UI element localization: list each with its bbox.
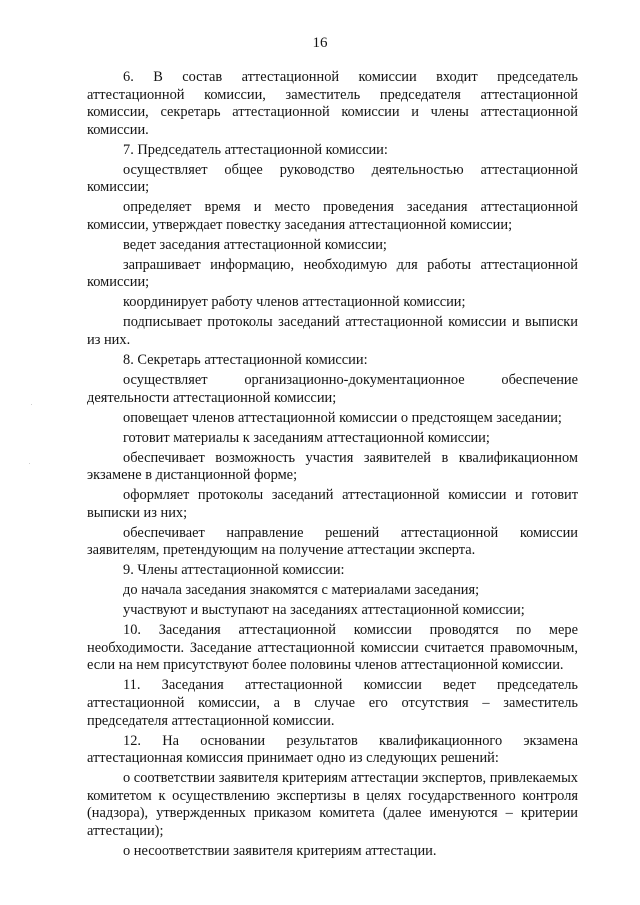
paragraph-10-meetings: 10. Заседания аттестационной комиссии проводятся по мере необходимости. Заседание аттестационной комиссии считается правомочным, если на нем присутствуют более половины членов аттестационной комиссии. [87, 622, 578, 674]
secretary-duty-documentation: осуществляет организационно-документационное обеспечение деятельности аттестационной комиссии; [87, 372, 578, 406]
paragraph-7-chairman-heading: 7. Председатель аттестационной комиссии: [123, 141, 388, 158]
chairman-duty-signs-protocols: подписывает протоколы заседаний аттестационной комиссии и выписки из них. [87, 314, 578, 349]
document-body [87, 69, 578, 863]
page-number: 16 [312, 35, 328, 51]
paragraph-8-secretary-heading: 8. Секретарь аттестационной комиссии: [123, 352, 368, 369]
secretary-duty-sends-decisions: обеспечивает направление решений аттестационной комиссии заявителям, претендующим на получение аттестации эксперта. [87, 524, 578, 559]
chairman-duty-sets-time-place: определяет время и место проведения заседания аттестационной комиссии, утверждает повестку заседания аттестационной комиссии; [87, 199, 578, 233]
decision-noncompliance: о несоответствии заявителя критериям аттестации. [123, 842, 437, 859]
chairman-duty-requests-information: запрашивает информацию, необходимую для работы аттестационной комиссии; [87, 256, 578, 291]
scan-speck [31, 404, 32, 405]
scan-speck [29, 463, 30, 464]
chairman-duty-leads-meetings: ведет заседания аттестационной комиссии; [123, 236, 387, 253]
paragraph-11-chairing: 11. Заседания аттестационной комиссии ведет председатель аттестационной комиссии, а в случае его отсутствия – заместитель председателя аттестационной комиссии. [87, 677, 578, 729]
decision-compliance: о соответствии заявителя критериям аттестации экспертов, привлекаемых комитетом к осуществлению экспертизы в целях государственного контроля (надзора), утвержденных приказом комитета (далее именуются – критерии аттестации); [87, 770, 578, 839]
secretary-duty-drafts-protocols: оформляет протоколы заседаний аттестационной комиссии и готовит выписки из них; [87, 487, 578, 521]
secretary-duty-prepares-materials: готовит материалы к заседаниям аттестационной комиссии; [123, 429, 490, 446]
paragraph-12-decisions: 12. На основании результатов квалификационного экзамена аттестационная комиссия принимает одно из следующих решений: [87, 732, 578, 767]
members-duty-participate: участвуют и выступают на заседаниях аттестационной комиссии; [123, 602, 525, 619]
paragraph-9-members-heading: 9. Члены аттестационной комиссии: [123, 562, 345, 579]
secretary-duty-remote-exam: обеспечивает возможность участия заявителей в квалификационном экзамене в дистанционной форме; [87, 449, 578, 484]
secretary-duty-notifies-members: оповещает членов аттестационной комиссии о предстоящем заседании; [123, 409, 562, 426]
chairman-duty-coordinates-members: координирует работу членов аттестационной комиссии; [123, 294, 466, 311]
members-duty-review-materials: до начала заседания знакомятся с материалами заседания; [123, 582, 480, 599]
chairman-duty-general-management: осуществляет общее руководство деятельностью аттестационной комиссии; [87, 161, 578, 196]
paragraph-6-composition: 6. В состав аттестационной комиссии входит председатель аттестационной комиссии, заместитель председателя аттестационной комиссии, секретарь аттестационной комиссии и члены аттестационной комиссии. [87, 69, 578, 138]
